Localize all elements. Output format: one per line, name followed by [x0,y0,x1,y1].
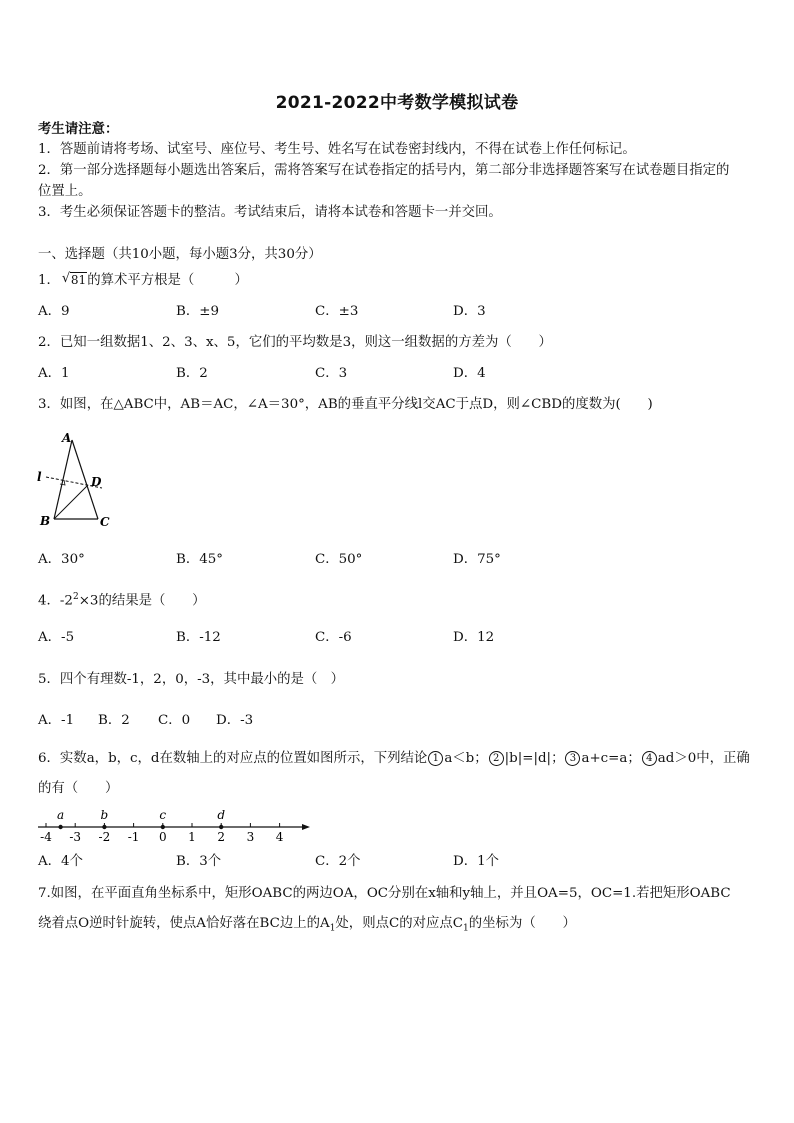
q4-option-d[interactable]: D．12 [453,630,495,645]
q1-option-d[interactable]: D．3 [453,304,486,319]
question-4 [38,588,206,610]
question-1-text: 的算术平方根是（ ） [87,273,248,288]
q6-option-b[interactable]: B．3个 [176,854,222,869]
question-4-exponent: 2 [72,592,79,602]
question-1 [38,271,248,290]
segment-bd [54,485,88,519]
question-6 [38,750,750,768]
section-heading: 一、选择题（共10小题，每小题3分，共30分） [38,247,322,262]
q2-option-a[interactable]: A．1 [38,366,70,381]
sqrt-radicand: 81 [70,273,87,287]
q4-option-b[interactable]: B．-12 [176,630,221,645]
notice-item-3: 3．考生必须保证答题卡的整洁。考试结束后，请将本试卷和答题卡一并交回。 [38,205,502,220]
q1-option-b[interactable]: B．±9 [176,304,219,319]
label-a: A [62,431,72,445]
conclusion-3: a+c=a； [581,751,641,766]
question-6-text: 6．实数a，b，c，d在数轴上的对应点的位置如图所示，下列结论 [38,751,428,766]
label-b: B [40,514,51,528]
q5-option-a[interactable]: A．-1 [38,713,75,728]
q2-option-b[interactable]: B．2 [176,366,208,381]
point-label-c: c [159,808,167,822]
circled-number-3: 3 [565,751,580,766]
axis-tick-label: -4 [40,830,52,844]
q5-option-b[interactable]: B．2 [98,713,130,728]
point-d [219,825,223,829]
q2-option-c[interactable]: C．3 [315,366,348,381]
question-3: 3．如图，在△ABC中，AB＝AC，∠A＝30°，AB的垂直平分线l交AC于点D，则∠CBD的度数为( ) [38,397,653,412]
axis-tick-label: -2 [98,830,111,844]
point-label-b: b [100,808,109,822]
question-4-prefix: 4．-2 [38,593,73,609]
question-6-cont: 的有（ ） [38,781,119,796]
q6-option-a[interactable]: A．4个 [38,854,83,869]
conclusion-2: |b|=|d|； [504,751,565,766]
subscript-a1: 1 [329,923,336,934]
axis-tick-label: 4 [275,830,284,844]
point-label-d: d [217,808,226,822]
q3-option-b[interactable]: B．45° [176,552,223,567]
conclusion-1: a＜b； [444,751,488,766]
notice-item-1: 1．答题前请将考场、试室号、座位号、考生号、姓名写在试卷密封线内，不得在试卷上作任何标记。 [38,142,636,157]
q6-option-d[interactable]: D．1个 [453,854,500,869]
q3-option-d[interactable]: D．75° [453,552,501,567]
question-7: 7.如图，在平面直角坐标系中，矩形OABC的两边OA，OC分别在x轴和y轴上，并且OA=5，OC=1.若把矩形OABC [38,886,731,901]
question-2: 2．已知一组数据1、2、3、x、5，它们的平均数是3，则这一组数据的方差为（ ） [38,335,552,350]
q3-option-a[interactable]: A．30° [38,552,85,567]
question-7-text-b: 处，则点C的对应点C [335,916,464,931]
axis-tick-label: -3 [69,830,82,844]
sqrt-icon: √ [61,271,71,286]
axis-tick-label: 0 [158,830,167,844]
circled-number-2: 2 [489,751,504,766]
q5-option-c[interactable]: C．0 [158,713,191,728]
q2-option-d[interactable]: D．4 [453,366,486,381]
point-b [102,825,106,829]
number-line-figure [34,800,310,846]
sqrt-expression [62,271,87,290]
q5-option-d[interactable]: D．-3 [216,713,254,728]
axis-tick-label: 1 [188,830,196,844]
label-d: D [91,475,102,489]
notice-item-2: 2．第一部分选择题每小题选出答案后，需将答案写在试卷指定的括号内，第二部分非选择题答案写在试卷题目指定的 [38,163,730,178]
label-l: l [37,470,42,484]
q1-option-c[interactable]: C．±3 [315,304,359,319]
question-4-text: ×3的结果是（ ） [78,593,206,609]
q6-option-c[interactable]: C．2个 [315,854,361,869]
point-a [58,825,62,829]
axis-tick-label: -1 [127,830,140,844]
question-7-text-a: 绕着点O逆时针旋转，使点A恰好落在BC边上的A [38,916,330,931]
page-title: 2021-2022中考数学模拟试卷 [275,93,519,113]
triangle-figure [34,428,124,532]
notice-item-2-cont: 位置上。 [38,184,92,199]
subscript-c1: 1 [463,923,469,934]
question-1-number: 1． [38,273,60,288]
axis-tick-label: 2 [217,830,226,844]
label-c: C [100,515,110,529]
q3-option-c[interactable]: C．50° [315,552,363,567]
point-c [161,825,165,829]
notice-heading: 考生请注意： [38,121,119,137]
q1-option-a[interactable]: A．9 [38,304,70,319]
circled-number-1: 1 [428,751,443,766]
circled-number-4: 4 [642,751,657,766]
question-7-text-c: 的坐标为（ ） [468,916,576,931]
question-7-cont [38,915,576,938]
point-label-a: a [57,808,65,822]
q4-option-c[interactable]: C．-6 [315,630,352,645]
conclusion-4: ad＞0中，正确 [657,751,750,766]
q4-option-a[interactable]: A．-5 [38,630,75,645]
axis-tick-label: 3 [246,830,255,844]
axis-arrow-icon [302,824,310,830]
question-5: 5．四个有理数-1，2，0，-3，其中最小的是（ ） [38,672,345,687]
